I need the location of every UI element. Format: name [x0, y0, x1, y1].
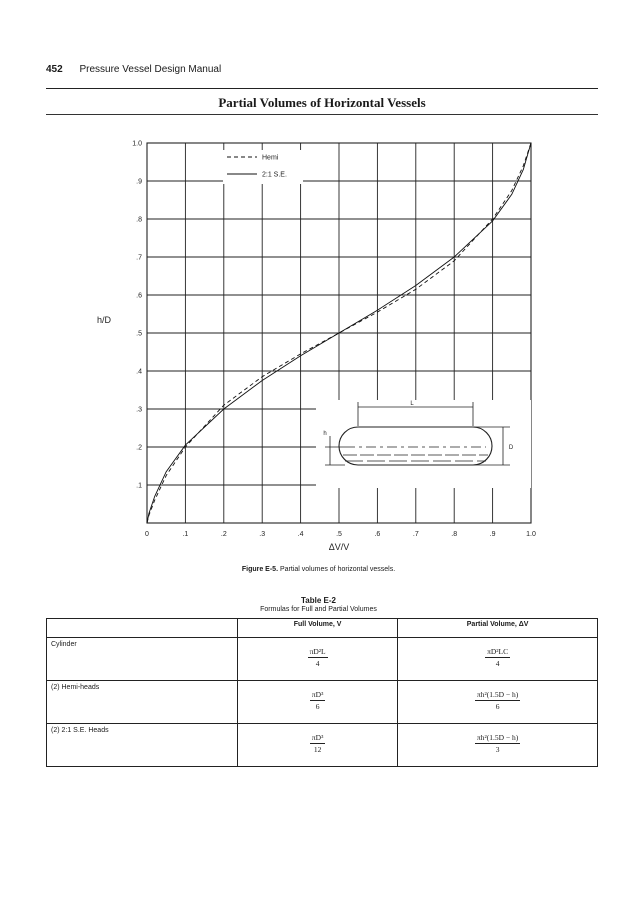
x-tick-label: .8: [451, 531, 458, 538]
x-tick-label: .7: [412, 531, 419, 538]
table-subtitle: Formulas for Full and Partial Volumes: [260, 606, 377, 613]
vessel-inset-diagram: [316, 400, 531, 488]
y-tick-label: .5: [136, 330, 142, 338]
fraction: [475, 733, 520, 754]
denominator: 4: [315, 659, 320, 668]
y-tick-label: 1.0: [132, 140, 142, 148]
y-tick-label: .4: [136, 368, 142, 376]
figure-caption-text: Partial volumes of horizontal vessels.: [279, 566, 396, 573]
diameter-label: D: [508, 445, 514, 451]
x-tick-label: .9: [489, 531, 496, 538]
table-header-partial-volume: Partial Volume, ΔV: [398, 619, 598, 638]
chart-axis-labels: [97, 315, 349, 552]
numerator: πD³: [311, 690, 324, 699]
x-tick-label: .1: [182, 531, 189, 538]
y-axis-label: h/D: [96, 315, 112, 325]
numerator: πh²(1.5D − h): [476, 733, 519, 742]
table-title: Table E-2: [301, 596, 336, 605]
x-tick-label: .4: [297, 531, 304, 538]
y-tick-label: .7: [136, 254, 142, 262]
numerator: πD²L: [309, 647, 326, 656]
legend-label: 2:1 S.E.: [262, 171, 287, 179]
table-row: [47, 724, 598, 767]
x-tick-label: .2: [220, 531, 227, 538]
x-tick-label: 1.0: [526, 531, 536, 538]
fraction: [310, 733, 325, 754]
partial-volume-cell: [398, 681, 598, 724]
numerator: πh²(1.5D − h): [476, 690, 519, 699]
x-tick-label: 0: [145, 531, 149, 538]
row-label: (2) 2:1 S.E. Heads: [47, 724, 238, 767]
running-title: Pressure Vessel Design Manual: [79, 64, 222, 75]
numerator: πD²LC: [487, 647, 509, 656]
fraction: [310, 690, 325, 711]
length-label: L: [410, 401, 414, 407]
table-row: [47, 638, 598, 681]
numerator: πD³: [311, 733, 324, 742]
x-tick-label: .6: [374, 531, 381, 538]
row-label: Cylinder: [47, 638, 238, 681]
y-tick-label: .2: [136, 444, 142, 452]
y-tick-label: .6: [136, 292, 142, 300]
denominator: 6: [315, 702, 320, 711]
chart-legend: [223, 150, 303, 184]
fraction: [475, 690, 520, 711]
x-axis-label: ΔV/V: [328, 542, 350, 552]
y-tick-label: .1: [136, 482, 142, 490]
denominator: 3: [495, 745, 500, 754]
section-title: Partial Volumes of Horizontal Vessels: [218, 95, 426, 110]
x-tick-label: .5: [336, 531, 342, 538]
fraction: [308, 647, 328, 668]
denominator: 4: [495, 659, 500, 668]
y-tick-label: .3: [136, 406, 142, 414]
table-row: [47, 681, 598, 724]
fraction: [485, 647, 510, 668]
table-header-full-volume: Full Volume, V: [238, 619, 398, 638]
denominator: 12: [313, 745, 322, 754]
legend-label: Hemi: [262, 154, 279, 162]
figure-caption: [0, 566, 637, 573]
table-header-blank: [47, 619, 238, 638]
formulas-table: [46, 618, 598, 767]
height-label: h: [323, 431, 327, 437]
page-number: 452: [46, 64, 63, 75]
y-tick-label: .8: [136, 216, 142, 224]
row-label: (2) Hemi-heads: [47, 681, 238, 724]
full-volume-cell: [238, 638, 398, 681]
denominator: 6: [495, 702, 500, 711]
figure-caption-label: Figure E-5.: [241, 566, 279, 573]
full-volume-cell: [238, 681, 398, 724]
table-header-row: [47, 619, 598, 638]
partial-volume-cell: [398, 724, 598, 767]
full-volume-cell: [238, 724, 398, 767]
x-tick-label: .3: [259, 531, 266, 538]
partial-volume-cell: [398, 638, 598, 681]
inset-background: [316, 400, 531, 488]
y-tick-label: .9: [136, 178, 142, 186]
